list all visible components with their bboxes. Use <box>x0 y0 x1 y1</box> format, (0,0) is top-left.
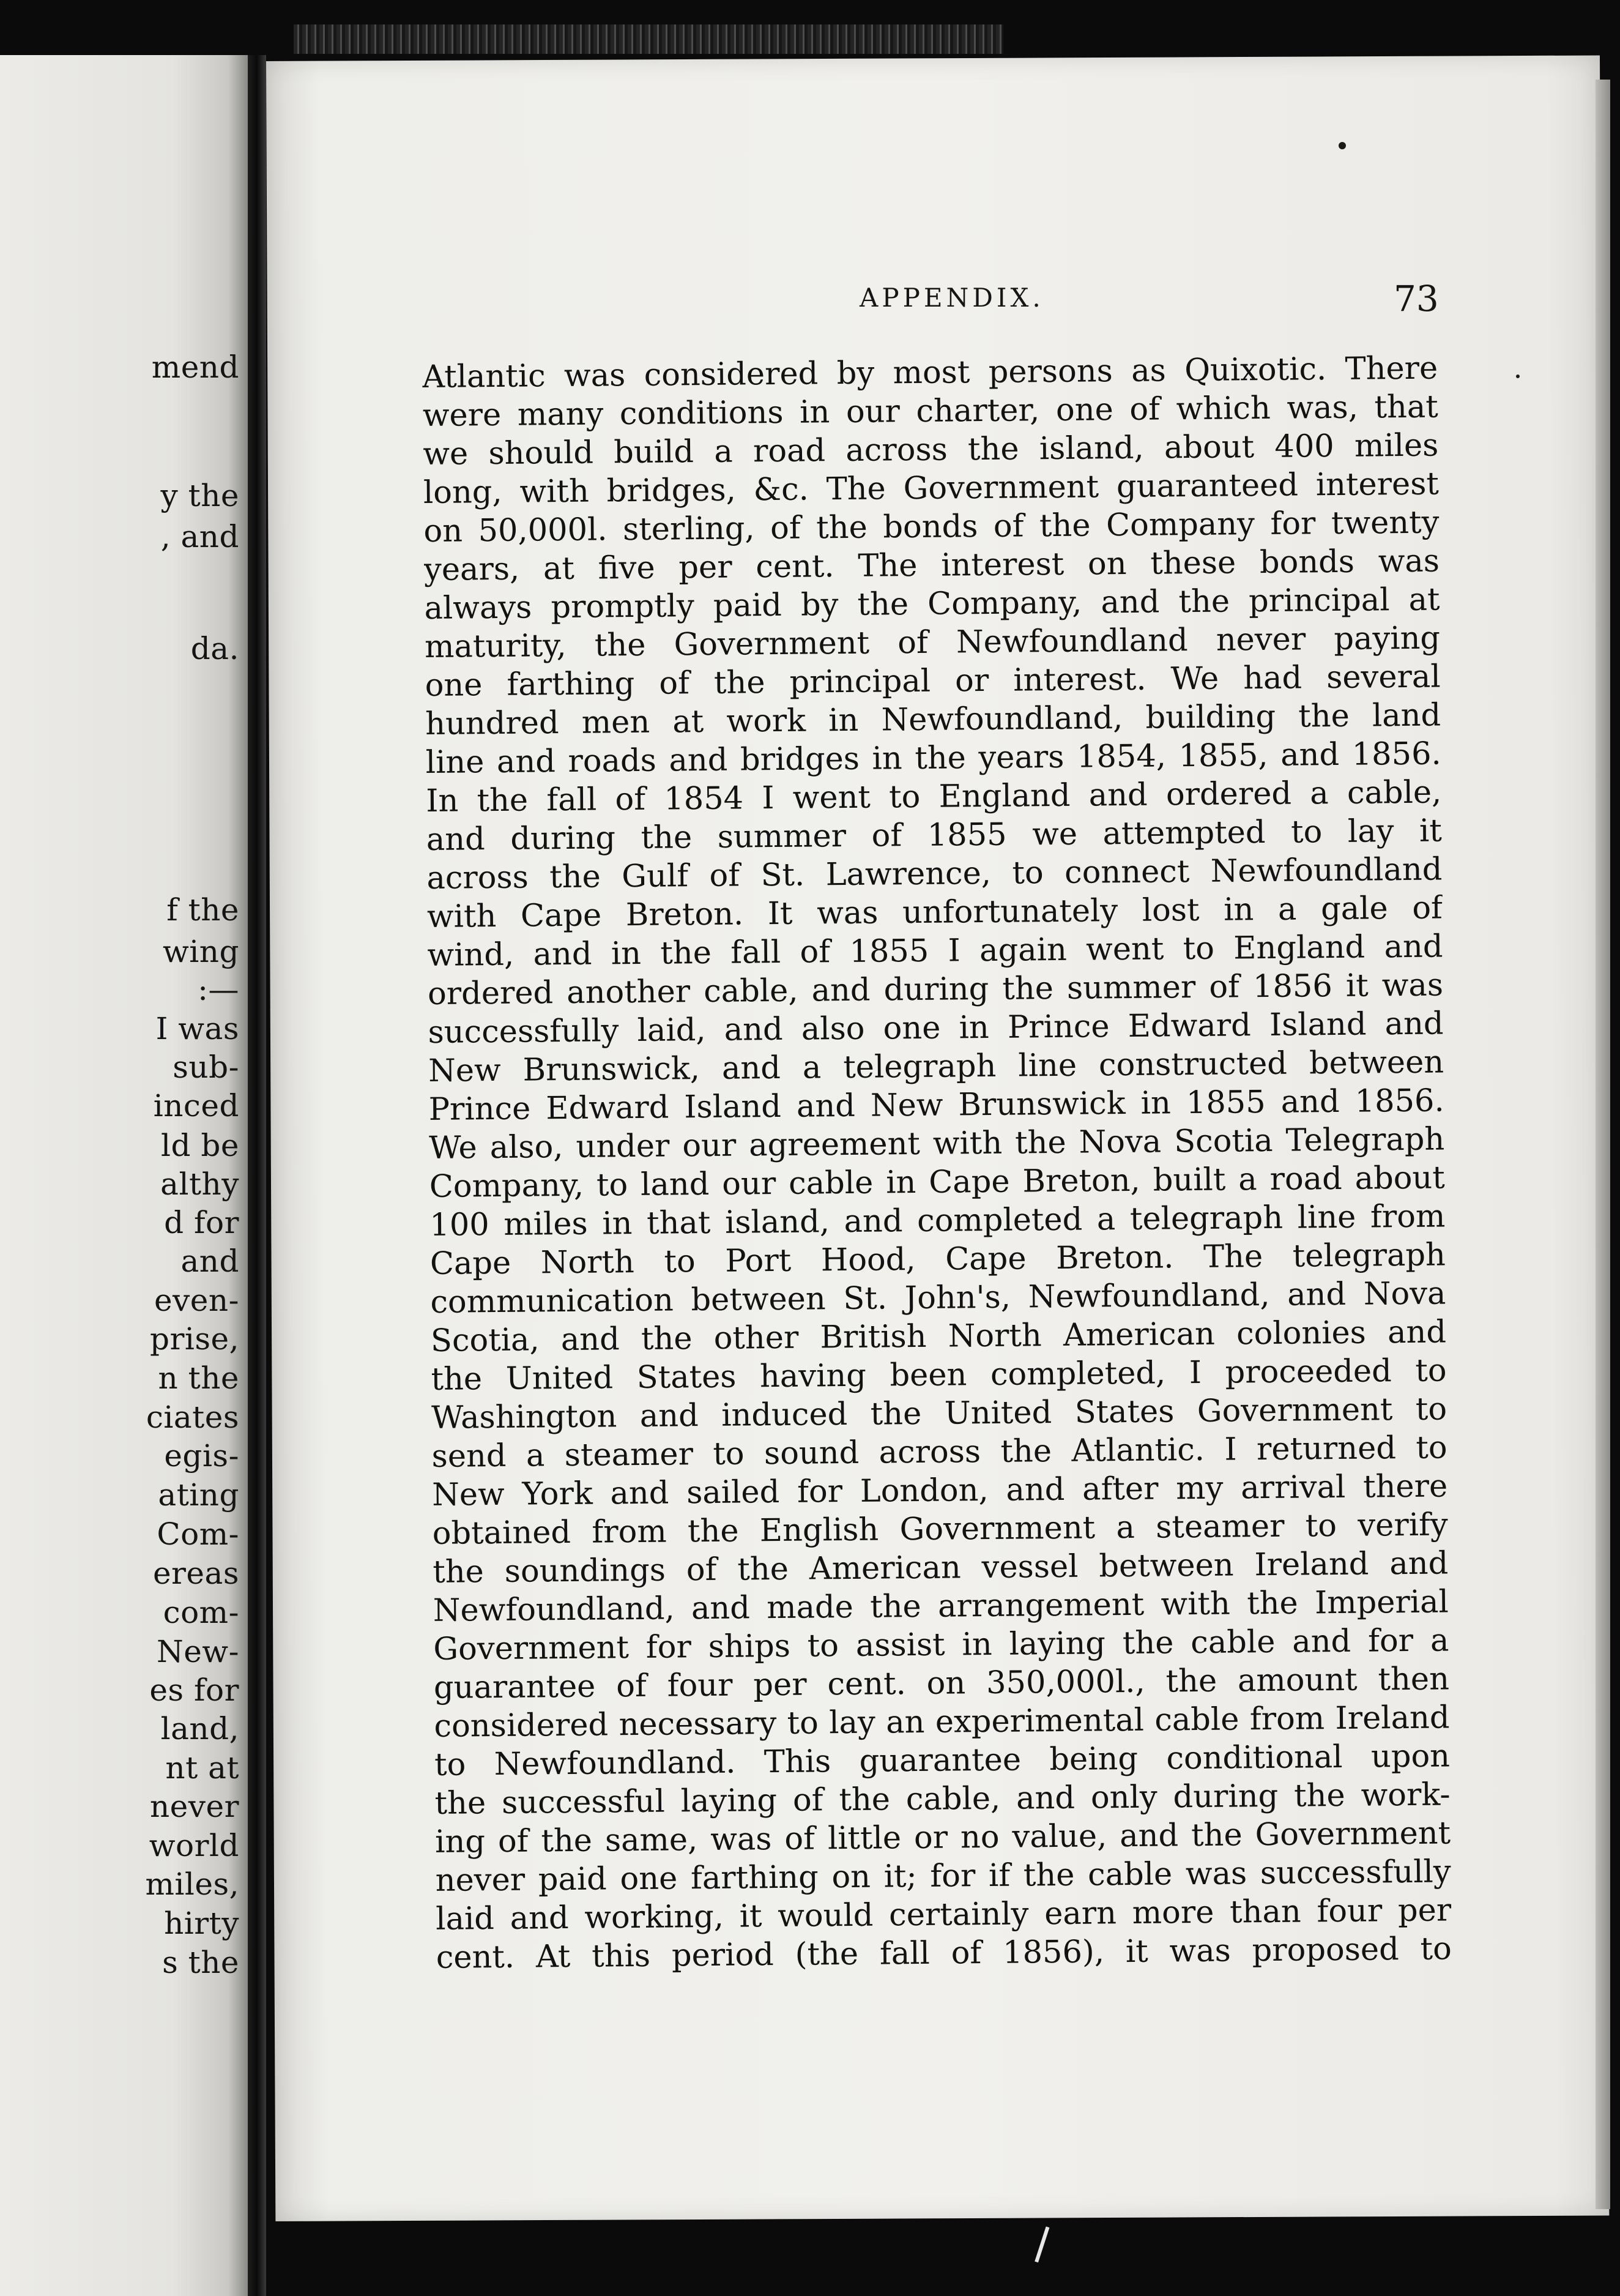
text-line: obtained from the English Government a steamer to verify <box>432 1507 1448 1552</box>
text-line: ing of the same, was of little or no value, and the Government <box>434 1815 1451 1860</box>
left-page-fragment: miles, <box>145 1866 239 1902</box>
left-page-fragment: prise, <box>149 1321 239 1357</box>
text-line: considered necessary to lay an experimental cable from Ireland <box>434 1699 1450 1745</box>
left-page-fragment: wing <box>163 934 239 969</box>
text-line: guarantee of four per cent. on 350,000l., the amount then <box>433 1661 1450 1706</box>
left-page-fragment: f the <box>166 892 239 928</box>
text-line: were many conditions in our charter, one of which was, that <box>422 389 1439 434</box>
left-page-fragment: com- <box>163 1595 239 1630</box>
text-line: In the fall of 1854 I went to England and ordered a cable, <box>426 774 1442 819</box>
left-page-fragment: world <box>149 1828 239 1863</box>
left-page-fragment: inced <box>153 1088 239 1124</box>
left-page-fragment: hirty <box>164 1906 239 1941</box>
ink-speck <box>1516 375 1520 378</box>
left-page-fragment: d for <box>164 1205 239 1240</box>
ink-speck <box>1339 142 1346 149</box>
text-line: across the Gulf of St. Lawrence, to connect Newfoundland <box>426 851 1443 896</box>
text-line: the soundings of the American vessel between Ireland and <box>433 1545 1449 1590</box>
text-line: hundred men at work in Newfoundland, building the land <box>425 697 1441 742</box>
left-page-fragment: New- <box>156 1634 239 1669</box>
left-page-fragment: Com- <box>157 1516 239 1552</box>
text-line: on 50,000l. sterling, of the bonds of the Company for twenty <box>423 504 1440 550</box>
text-line: laid and working, it would certainly earn more than four per <box>436 1892 1452 1937</box>
text-line: Newfoundland, and made the arrangement with the Imperial <box>433 1584 1449 1629</box>
text-line: maturity, the Government of Newfoundland never paying <box>424 620 1441 665</box>
book-gutter <box>248 55 266 2296</box>
left-page-fragment: mend <box>151 349 239 385</box>
left-page-fragment: , and <box>160 519 239 554</box>
text-line: always promptly paid by the Company, and the principal at <box>424 581 1440 627</box>
body-text <box>422 349 1452 1977</box>
left-page-fragment: nt at <box>165 1750 239 1786</box>
text-line: We also, under our agreement with the Nova Scotia Telegraph <box>429 1121 1445 1166</box>
text-line: Prince Edward Island and New Brunswick in 1855 and 1856. <box>428 1083 1444 1128</box>
text-line: cent. At this period (the fall of 1856), it was proposed to <box>436 1931 1452 1976</box>
text-line: never paid one farthing on it; for if the cable was successfully <box>435 1854 1451 1899</box>
text-line: Company, to land our cable in Cape Breton, built a road about <box>429 1160 1446 1205</box>
text-line: wind, and in the fall of 1855 I again went to England and <box>427 928 1443 974</box>
text-line: Scotia, and the other British North American colonies and <box>430 1314 1447 1359</box>
text-line: Atlantic was considered by most persons as Quixotic. There <box>422 350 1438 395</box>
text-line: with Cape Breton. It was unfortunately lost in a gale of <box>426 890 1443 935</box>
left-page-fragment: I was <box>155 1011 239 1046</box>
text-line: years, at five per cent. The interest on these bonds was <box>423 543 1440 588</box>
text-line: line and roads and bridges in the years 1854, 1855, and 1856. <box>425 736 1441 781</box>
left-page-fragment: :— <box>198 972 239 1007</box>
left-page-fragment: y the <box>160 478 239 513</box>
text-line: one farthing of the principal or interest. We had several <box>425 658 1441 704</box>
text-line: we should build a road across the island, about 400 miles <box>423 427 1439 472</box>
text-line: 100 miles in that island, and completed a telegraph line from <box>429 1198 1446 1243</box>
page-edge <box>1596 80 1610 2209</box>
left-page-fragment: ld be <box>161 1128 239 1163</box>
left-page-fragment: althy <box>160 1166 239 1202</box>
text-line: long, with bridges, &c. The Government guaranteed interest <box>423 466 1440 511</box>
text-line: to Newfoundland. This guarantee being conditional upon <box>434 1738 1451 1783</box>
text-line: successfully laid, and also one in Prince Edward Island and <box>428 1005 1444 1051</box>
text-line: New York and sailed for London, and after my arrival there <box>431 1468 1448 1513</box>
left-page-fragment: es for <box>149 1672 239 1708</box>
text-line: Washington and induced the United States Government to <box>431 1391 1447 1436</box>
page-number: 73 <box>1394 278 1439 319</box>
left-page-fragment: s the <box>162 1945 239 1980</box>
left-page-fragment: ating <box>158 1477 239 1513</box>
left-page-fragment: and <box>180 1243 239 1279</box>
left-page-fragment: ereas <box>152 1556 239 1591</box>
left-page-fragment: n the <box>158 1360 239 1396</box>
text-line: communication between St. John's, Newfoundland, and Nova <box>430 1275 1446 1321</box>
text-line: send a steamer to sound across the Atlantic. I returned to <box>431 1429 1447 1475</box>
running-head: APPENDIX. <box>860 283 1044 313</box>
left-page-fragment: never <box>149 1789 239 1824</box>
text-line: the United States having been completed, I proceeded to <box>431 1352 1447 1398</box>
left-page-fragment: da. <box>190 631 239 666</box>
top-edge-strip <box>294 24 1003 54</box>
scan-mark <box>1035 2226 1058 2265</box>
left-page-fragment: land, <box>160 1711 239 1746</box>
text-line: Cape North to Port Hood, Cape Breton. The telegraph <box>429 1237 1446 1282</box>
left-page-fragment: even- <box>154 1283 239 1318</box>
left-page-fragment: egis- <box>164 1438 239 1474</box>
text-line: New Brunswick, and a telegraph line constructed between <box>428 1044 1444 1089</box>
text-line: and during the summer of 1855 we attempted to lay it <box>426 813 1443 858</box>
text-line: the successful laying of the cable, and only during the work- <box>434 1776 1451 1822</box>
left-page-fragment: sub- <box>173 1049 239 1085</box>
left-page-fragment: ciates <box>146 1400 239 1435</box>
text-line: ordered another cable, and during the summer of 1856 it was <box>427 967 1444 1012</box>
left-page <box>0 55 248 2296</box>
text-line: Government for ships to assist in laying the cable and for a <box>433 1622 1449 1668</box>
